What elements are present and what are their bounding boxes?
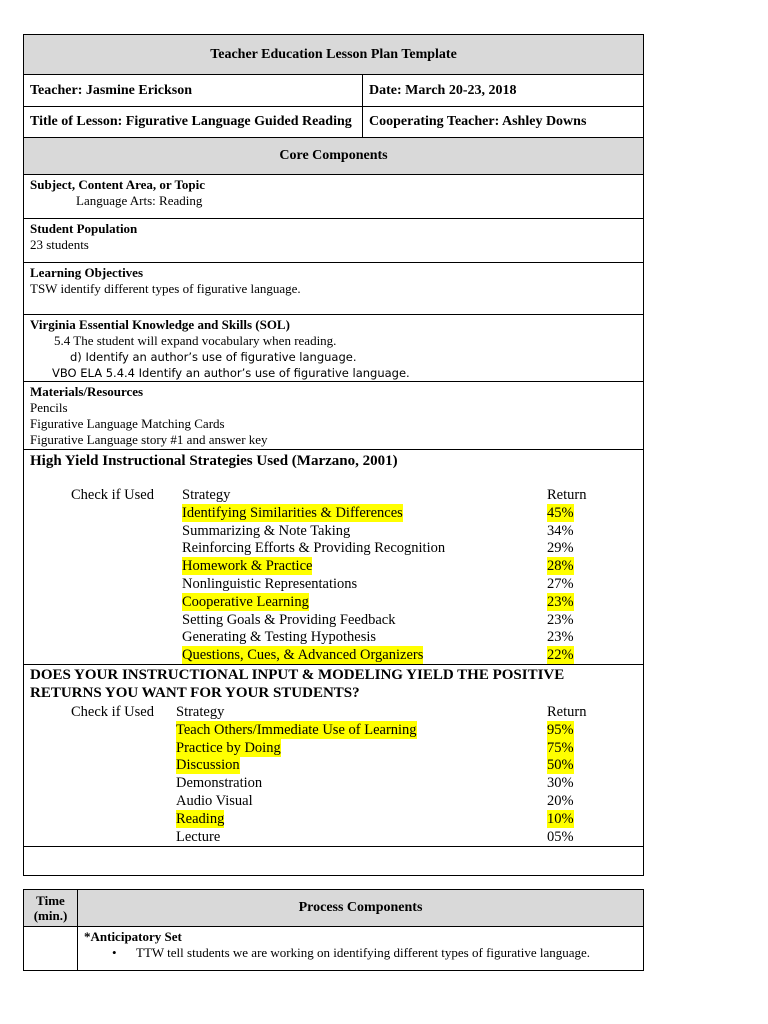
modeling-row — [30, 828, 637, 846]
cooperating-teacher-field: Cooperating Teacher: Ashley Downs — [363, 107, 644, 138]
modeling-row — [30, 739, 637, 757]
sol-section — [24, 315, 644, 382]
objectives-section — [24, 263, 644, 315]
strategy-row — [30, 593, 637, 611]
modeling-table — [30, 703, 637, 845]
strategy-row — [30, 628, 637, 646]
modeling-header-row — [30, 703, 637, 721]
bullet-dot: • — [112, 944, 117, 960]
modeling-row — [30, 792, 637, 810]
materials-label: Materials/Resources — [30, 384, 144, 399]
modeling-strategy-name: Teach Others/Immediate Use of Learning — [176, 721, 417, 738]
lesson-plan-document — [23, 34, 643, 971]
strategy-name: Cooperative Learning — [182, 593, 309, 610]
sol-label: Virginia Essential Knowledge and Skills (SOL) — [30, 317, 290, 332]
modeling-row — [30, 774, 637, 792]
modeling-row — [30, 721, 637, 739]
strategy-header: Strategy — [176, 703, 225, 720]
process-components-header: Process Components — [78, 889, 644, 926]
date-field: Date: March 20-23, 2018 — [363, 75, 644, 107]
modeling-section — [24, 664, 644, 846]
strategy-return: 23% — [547, 629, 574, 646]
strategy-return: 27% — [547, 575, 574, 592]
return-header: Return — [547, 703, 587, 720]
modeling-strategy-name: Lecture — [176, 828, 221, 845]
sol-line-2: d) Identify an author’s use of figurative language. — [70, 350, 357, 364]
strategy-row — [30, 646, 637, 664]
modeling-return: 95% — [547, 721, 574, 738]
population-label: Student Population — [30, 221, 138, 236]
time-header-line-2: (min.) — [33, 907, 68, 923]
modeling-return: 75% — [547, 739, 574, 756]
subject-value: Language Arts: Reading — [76, 193, 203, 208]
strategy-return: 34% — [547, 522, 574, 539]
strategy-name: Nonlinguistic Representations — [182, 575, 358, 592]
empty-row — [24, 846, 644, 875]
sol-line-3: VBO ELA 5.4.4 Identify an author’s use of figurative language. — [52, 366, 410, 380]
strategies-label: High Yield Instructional Strategies Used (Marzano, 2001) — [30, 453, 398, 469]
anticipatory-bullet-text: TTW tell students we are working on identifying different types of figurative language. — [136, 944, 591, 960]
modeling-row — [30, 756, 637, 774]
objectives-value: TSW identify different types of figurative language. — [30, 281, 301, 296]
sol-line-1: 5.4 The student will expand vocabulary when reading. — [54, 333, 337, 348]
return-header: Return — [547, 487, 587, 503]
strategy-row — [30, 522, 637, 540]
lesson-title-field: Title of Lesson: Figurative Language Guided Reading — [24, 107, 363, 138]
modeling-row — [30, 810, 637, 828]
strategy-name: Homework & Practice — [182, 558, 313, 575]
strategy-return: 22% — [547, 647, 574, 664]
strategy-name: Identifying Similarities & Differences — [182, 504, 403, 521]
process-table — [23, 889, 644, 971]
population-value: 23 students — [30, 237, 89, 252]
time-header-line-1: Time — [36, 892, 65, 908]
materials-item: Figurative Language story #1 and answer key — [30, 432, 268, 447]
strategy-name: Generating & Testing Hypothesis — [182, 629, 377, 646]
modeling-strategy-name: Audio Visual — [176, 792, 253, 809]
check-if-used-header: Check if Used — [71, 487, 154, 503]
strategies-table — [30, 486, 637, 664]
modeling-strategy-name: Reading — [176, 810, 225, 827]
strategy-return: 45% — [547, 504, 574, 521]
strategies-header-row — [30, 486, 637, 504]
strategy-name: Questions, Cues, & Advanced Organizers — [182, 647, 424, 664]
check-if-used-header: Check if Used — [71, 703, 154, 720]
anticipatory-set-label: *Anticipatory Set — [84, 928, 182, 944]
modeling-strategy-name: Practice by Doing — [176, 739, 281, 756]
population-section — [24, 219, 644, 263]
strategy-header: Strategy — [182, 487, 231, 503]
modeling-strategy-name: Demonstration — [176, 775, 263, 792]
strategy-name: Summarizing & Note Taking — [182, 522, 351, 539]
modeling-return: 05% — [547, 828, 574, 845]
strategy-return: 23% — [547, 611, 574, 628]
core-components-header: Core Components — [24, 138, 644, 175]
time-header — [24, 889, 78, 926]
strategy-name: Setting Goals & Providing Feedback — [182, 611, 396, 628]
modeling-return: 10% — [547, 810, 574, 827]
teacher-field: Teacher: Jasmine Erickson — [24, 75, 363, 107]
materials-item: Figurative Language Matching Cards — [30, 416, 225, 431]
strategy-row — [30, 504, 637, 522]
anticipatory-set-cell — [78, 926, 644, 970]
time-cell — [24, 926, 78, 970]
document-title: Teacher Education Lesson Plan Template — [24, 35, 644, 75]
modeling-return: 50% — [547, 757, 574, 774]
modeling-question-line-2: RETURNS YOU WANT FOR YOUR STUDENTS? — [30, 684, 360, 701]
strategy-row — [30, 611, 637, 629]
modeling-return: 30% — [547, 775, 574, 792]
strategy-row — [30, 557, 637, 575]
strategy-return: 23% — [547, 593, 574, 610]
strategy-name: Reinforcing Efforts & Providing Recognition — [182, 540, 446, 557]
modeling-question-line-1: DOES YOUR INSTRUCTIONAL INPUT & MODELING YIELD THE POSITIVE — [30, 666, 565, 683]
strategy-return: 29% — [547, 540, 574, 557]
strategy-row — [30, 539, 637, 557]
objectives-label: Learning Objectives — [30, 265, 144, 280]
subject-section — [24, 175, 644, 219]
lesson-plan-table — [23, 34, 644, 876]
materials-section — [24, 382, 644, 450]
strategy-row — [30, 575, 637, 593]
anticipatory-bullet — [84, 945, 637, 961]
strategies-section — [24, 450, 644, 665]
strategy-return: 28% — [547, 558, 574, 575]
subject-label: Subject, Content Area, or Topic — [30, 177, 206, 192]
materials-item: Pencils — [30, 400, 68, 415]
modeling-return: 20% — [547, 792, 574, 809]
modeling-strategy-name: Discussion — [176, 757, 240, 774]
